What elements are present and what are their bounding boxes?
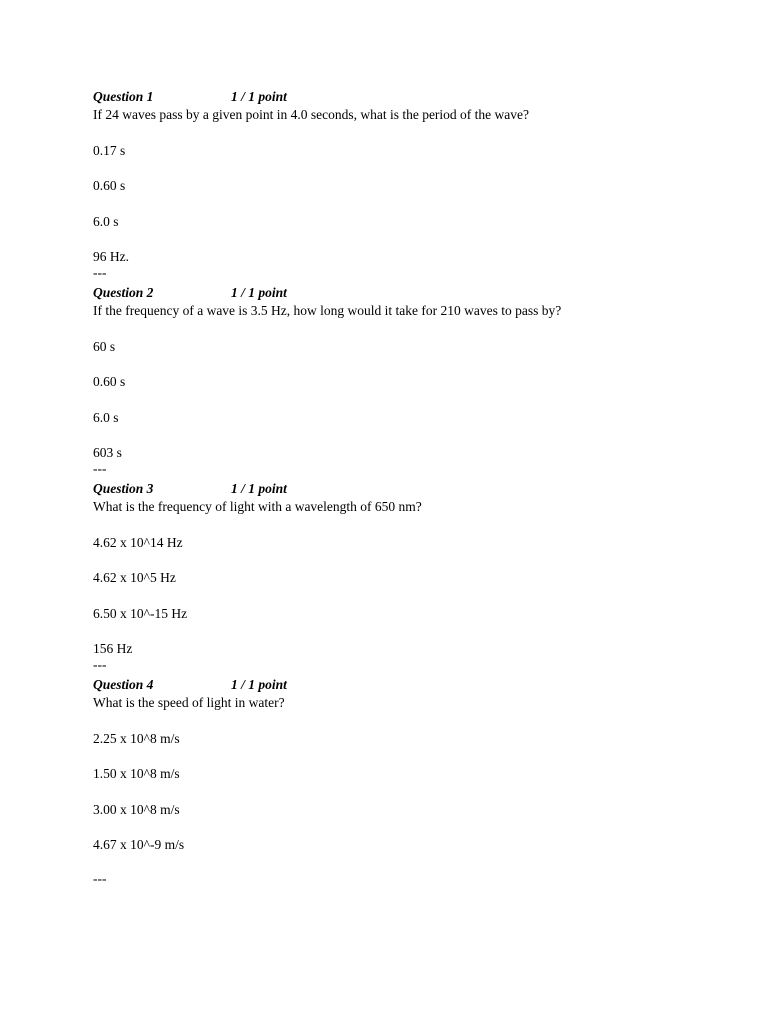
question-points: 1 / 1 point	[231, 481, 287, 496]
question-header	[93, 480, 693, 498]
answer-option[interactable]: 1.50 x 10^8 m/s	[93, 766, 180, 781]
question-points: 1 / 1 point	[231, 677, 287, 692]
answer-options	[93, 730, 693, 855]
question-1	[93, 88, 693, 284]
question-header	[93, 676, 693, 694]
question-text: What is the frequency of light with a wavelength of 650 nm?	[93, 499, 422, 514]
answer-option[interactable]: 60 s	[93, 338, 116, 354]
answer-options	[93, 142, 693, 267]
answer-option[interactable]: 603 s	[93, 445, 122, 460]
question-label: Question 2	[93, 285, 154, 300]
question-points: 1 / 1 point	[231, 89, 287, 104]
question-3	[93, 480, 693, 676]
separator: ---	[93, 657, 107, 672]
answer-option[interactable]: 3.00 x 10^8 m/s	[93, 801, 180, 817]
answer-option[interactable]: 0.60 s	[93, 374, 126, 389]
answer-option[interactable]: 156 Hz	[93, 641, 133, 656]
question-text: If 24 waves pass by a given point in 4.0 seconds, what is the period of the wave?	[93, 107, 530, 122]
answer-option[interactable]: 2.25 x 10^8 m/s	[93, 730, 180, 746]
question-text: If the frequency of a wave is 3.5 Hz, how long would it take for 210 waves to pass by?	[93, 303, 562, 318]
answer-option[interactable]: 4.67 x 10^-9 m/s	[93, 837, 185, 852]
answer-option[interactable]: 0.17 s	[93, 142, 126, 158]
question-label: Question 4	[93, 677, 154, 692]
separator: ---	[93, 870, 107, 886]
question-points: 1 / 1 point	[231, 285, 287, 300]
answer-options	[93, 534, 693, 659]
answer-option[interactable]: 6.0 s	[93, 213, 119, 229]
separator: ---	[93, 461, 107, 476]
separator: ---	[93, 265, 107, 280]
answer-option[interactable]: 4.62 x 10^14 Hz	[93, 534, 183, 550]
answer-option[interactable]: 6.50 x 10^-15 Hz	[93, 605, 188, 621]
question-label: Question 3	[93, 481, 154, 496]
question-4	[93, 676, 693, 890]
question-text: What is the speed of light in water?	[93, 695, 285, 710]
question-label: Question 1	[93, 89, 154, 104]
answer-options	[93, 338, 693, 463]
answer-option[interactable]: 96 Hz.	[93, 249, 129, 264]
quiz-document	[93, 88, 693, 890]
question-header	[93, 284, 693, 302]
answer-option[interactable]: 6.0 s	[93, 409, 119, 425]
question-2	[93, 284, 693, 480]
question-header	[93, 88, 693, 106]
answer-option[interactable]: 4.62 x 10^5 Hz	[93, 570, 176, 585]
answer-option[interactable]: 0.60 s	[93, 178, 126, 193]
